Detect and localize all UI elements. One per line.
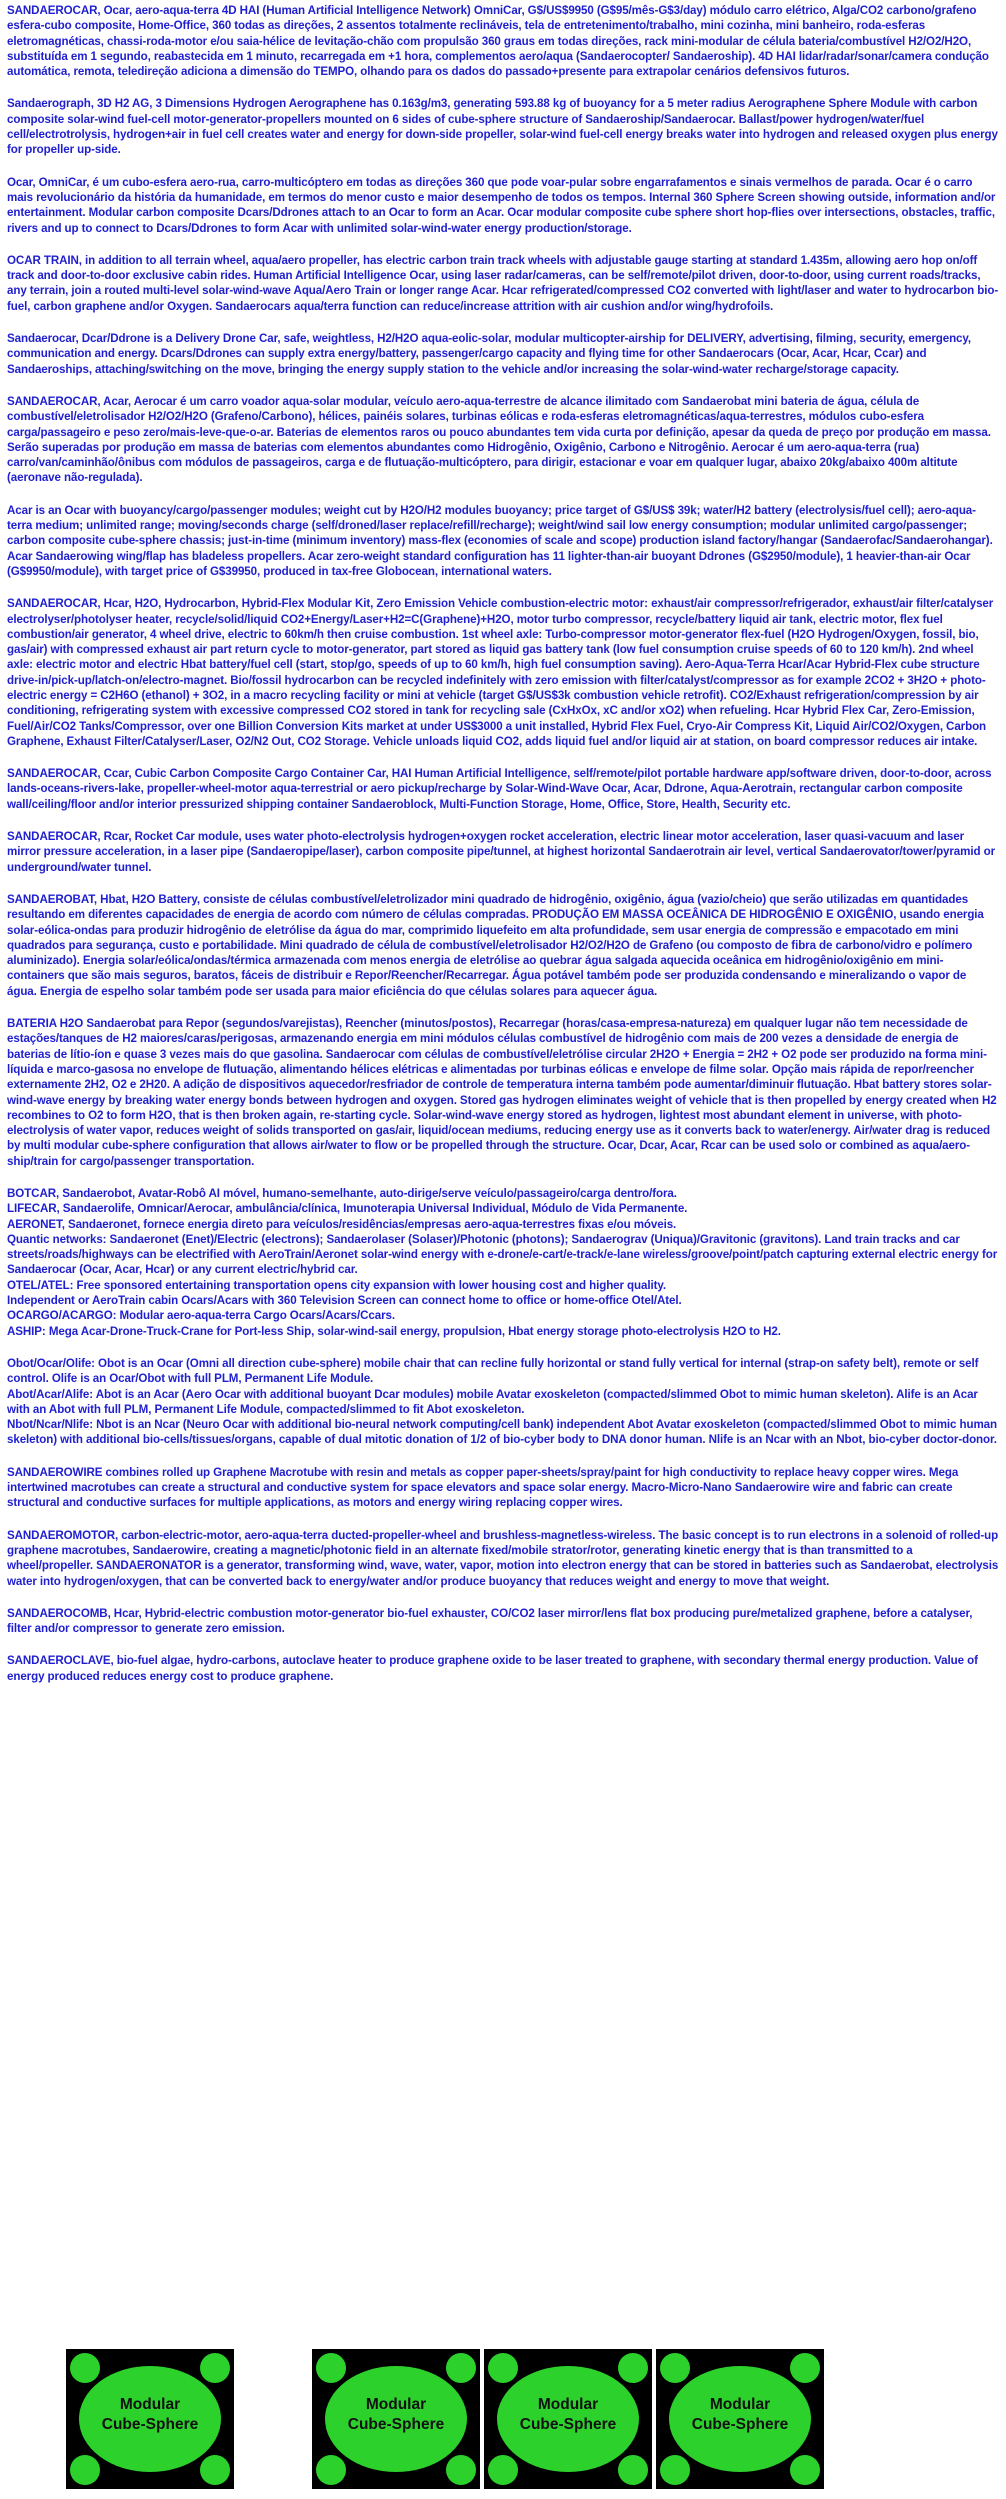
modular-cube-sphere-image xyxy=(656,2349,824,2489)
paragraph-rcar: SANDAEROCAR, Rcar, Rocket Car module, uses water photo-electrolysis hydrogen+oxygen rocket acceleration, electric linear motor acceleration, laser quasi-vacuum and laser mirror pressure acceleration, in a laser pipe (Sandaeropipe/laser), carbon composite pipe/tunnel, at highest horizontal Sandaerotrain air level, vertical Sandaerovator/tower/pyramid or underground/water tunnel. xyxy=(7,830,995,874)
paragraph-hcar: SANDAEROCAR, Hcar, H2O, Hydrocarbon, Hybrid-Flex Modular Kit, Zero Emission Vehicle combustion-electric motor: exhaust/air compressor/refrigerador, exhaust/air filter/catalyser electrolyser/photolyser heater, recycle/solid/liquid CO2+Energy/Laser+H2=C(Graphene)+H2O, motor turbo compressor, recycle/battery liquid air tank, electric motor, flex fuel combustion/air generator, 4 wheel drive, electric to 60km/h then cruise combustion. 1st wheel axle: Turbo-compressor motor-generator flex-fuel (H2O Hydrogen/Oxygen, fossil, bio, gas/air) with compressed exhaust air part return cycle to motor-generator, part stored as liquid gas battery tank (low fuel consumption cruise speeds of 60 to 120 km/h). 2nd wheel axle: electric motor and electric Hbat battery/fuel cell (start, stop/go, speeds of up to 60 km/h, high fuel consumption saving). Aero-Aqua-Terra Hcar/Acar Hybrid-Flex cube structure drive-in/pick-up/latch-on/electro-magnet. Bio/fossil hydrocarbon can be recycled indefinitely with zero emission with filter/catalyst/compressor as for example 2CO2 + 3H2O + photo-electric energy = C2H6O (ethanol) + 3O2, in a macro recycling facility or mini at vehicle (target G$/US$3k combustion vehicle retrofit). CO2/Exhaust refrigeration/compression by air conditioning, refrigerating system with excessive compressed CO2 stored in tank for recycling sale (CxHxOx, xC and/or xO2) when refueling. Hcar Hybrid Flex Car, Zero-Emission, Fuel/Air/CO2 Tanks/Compressor, over one Billion Conversion Kits market at under US$3000 a unit installed, Hybrid Flex Fuel, Cryo-Air Compress Kit, Liquid Air/CO2/Oxygen, Carbon Graphene, Exhaust Filter/Catalyser/Laser, O2/N2 Out, CO2 Storage. Vehicle unloads liquid CO2, adds liquid fuel and/or liquid air at station, on board compressor reduces air intake. xyxy=(7,597,994,748)
line-obot: Obot/Ocar/Olife: Obot is an Ocar (Omni all direction cube-sphere) mobile chair that can recline fully horizontal or stand fully vertical for internal (strap-on safety belt), remote or self control. Olife is an Ocar/Obot with full PLM, Permanent Life Module. xyxy=(7,1356,979,1386)
cube-label: Modular Cube-Sphere xyxy=(347,2396,445,2433)
corner-dot xyxy=(70,2353,100,2383)
modular-cube-sphere-image xyxy=(484,2349,652,2489)
line-aship: ASHIP: Mega Acar-Drone-Truck-Crane for Port-less Ship, solar-wind-sail energy, propulsion, Hbat energy storage photo-electrolysis H2O to H2. xyxy=(7,1324,781,1338)
corner-dot xyxy=(316,2353,346,2383)
paragraph-ocar-train: OCAR TRAIN, in addition to all terrain wheel, aqua/aero propeller, has electric carbon train track wheels with adjustable gauge starting at standard 1.435m, allowing aero hop on/off track and door-to-door exclusive cabin rides. Human Artificial Intelligence Ocar, using laser radar/cameras, can be self/remote/pilot driven, door-to-door, using current roads/tracks, any terrain, join a routed multi-level solar-wind-wave Aqua/Aero Train or longer range Acar. Hcar refrigerated/compressed CO2 converted with light/laser and water to hydrocarbon bio-fuel, carbon graphene and/or Oxygen. Sandaerocars aqua/terra function can reduce/increase attrition with air cushion and/or wing/hydrofoils. xyxy=(7,253,999,313)
corner-dot xyxy=(790,2455,820,2485)
line-aerotrain-cabin: Independent or AeroTrain cabin Ocars/Acars with 360 Television Screen can connect home to office or home-office Otel/Atel. xyxy=(7,1294,682,1308)
paragraph-dcar-ddrone: Sandaerocar, Dcar/Ddrone is a Delivery Drone Car, safe, weightless, H2/H2O aqua-eolic-solar, modular multicopter-airship for DELIVERY, advertising, filming, security, emergency, communication and energy. Dcars/Ddrones can supply extra energy/battery, passenger/cargo capacity and flying time for other Sandaerocars (Ocar, Acar, Hcar, Ccar) and Sandaeroships, attaching/switching on the move, bringing the energy supply station to the vehicle and/or increasing the solar-wind-water recharge/storage capacity. xyxy=(7,332,972,376)
corner-dot xyxy=(488,2455,518,2485)
corner-dot xyxy=(660,2455,690,2485)
line-botcar: BOTCAR, Sandaerobot, Avatar-Robô AI móvel, humano-semelhante, auto-dirige/serve veículo/passageiro/carga dentro/fora. xyxy=(7,1187,677,1200)
paragraph-sandaerobat: SANDAEROBAT, Hbat, H2O Battery, consiste de células combustível/eletrolizador mini quadrado de hidrogênio, oxigênio, água (vazio/cheio) que serão utilizadas em quantidades resultando em diferentes capacidades de energia de acordo com número de células compradas. PRODUÇÃO EM MASSA OCEÂNICA DE HIDROGÊNIO E OXIGÊNIO, usando energia solar-eólica-ondas para produzir hidrogênio de eletrólise da água do mar, comprimido liquefeito em alta profundidade, sem usar energia de compressão e empacotado em mini quadrados para segurança, custo e portabilidade. Mini quadrado de célula de combustível/eletrolisador H2/O2/H2O de Grafeno (ou composto de fibra de carbono/vidro e polímero aluminizado). Energia solar/eólica/ondas/térmica armazenada com menos energia de eletrólise ao quebrar água salgada aquecida oceânica em hidrogênio/oxigênio em mini-containers que são mais seguros, baratos, fáceis de distribuir e Repor/Reencher/Recarregar. Água potável também pode ser produzida condensando e mineralizando o vapor de água. Energia de espelho solar também pode ser usada para maior eficiência do que células solares para aquecer água. xyxy=(7,892,984,998)
cube-label: Modular Cube-Sphere xyxy=(519,2396,617,2433)
corner-dot xyxy=(446,2353,476,2383)
corner-dot xyxy=(660,2353,690,2383)
corner-dot xyxy=(200,2455,230,2485)
corner-dot xyxy=(618,2455,648,2485)
line-ocargo: OCARGO/ACARGO: Modular aero-aqua-terra Cargo Ocars/Acars/Ccars. xyxy=(7,1309,395,1323)
corner-dot xyxy=(488,2353,518,2383)
line-abot: Abot/Acar/Alife: Abot is an Acar (Aero Ocar with additional buoyant Dcar modules) mobile Avatar exoskeleton (compacted/slimmed Obot to mimic human skeleton). Alife is an Acar with an Abot with full PLM, Permanent Life Module, compacted/slimmed to fit Abot exoskeleton. xyxy=(7,1387,978,1416)
line-nbot: Nbot/Ncar/Nlife: Nbot is an Ncar (Neuro Ocar with additional bio-neural network computing/cell bank) independent Abot Avatar exoskeleton (compacted/slimmed Obot to mimic human skeleton) with additional bio-cells/tissues/organs, capable of dual mitotic donation of 1/2 of bio-cyber body to DNA donor human. Nlife is an Ncar with an Nbot, bio-cyber doctor-donor. xyxy=(7,1418,998,1447)
modular-cube-sphere-image xyxy=(66,2349,234,2489)
paragraph-sandaeromotor: SANDAEROMOTOR, carbon-electric-motor, aero-aqua-terra ducted-propeller-wheel and brushless-magnetless-wireless. The basic concept is to run electrons in a solenoid of rolled-up graphene macrotubes, Sandaerowire, creating a magnetic/photonic field in an alternate fixed/mobile strator/rotor, generating kinetic energy that is than transmitted to a wheel/propeller. SANDAERONATOR is a generator, transforming wind, wave, water, vapor, motion into electron energy that can be stored in batteries such as Sandaerobat, electrolysis water into hydrogen/oxygen, that can be converted back to energy/water and/or produce buoyancy that reduces weight and energy to move that weight. xyxy=(7,1528,999,1588)
paragraph-bateria-h2o: BATERIA H2O Sandaerobat para Repor (segundos/varejistas), Reencher (minutos/postos), Recarregar (horas/casa-empresa-natureza) em qualquer lugar não tem necessidade de estações/tanques de H2 maiores/caras/perigosas, armazenando energia em mini módulos células combustível de hidrogênio com mais de 200 vezes a densidade de energia de baterias de lítio-íon e quase 3 vezes mais do que gasolina. Sandaerocar com células de combustível/eletrólise circular 2H2O + Energia = 2H2 + O2 pode ser produzido na forma mini-líquida e marco-gasosa no envelope de flutuação, alimentando hélices elétricas e alimentadas por turbinas eólicas e envelope de filme solar. Opção mais rápida de repor/reencher externamente 2H2, O2 e 2H20. A adição de dispositivos aquecedor/resfriador de controle de temperatura interna também pode aumentar/diminuir flutuação. Hbat battery stores solar-wind-wave energy by breaking water energy bonds between hydrogen and oxygen. Stored gas hydrogen eliminates weight of vehicle that is then propelled by energy created when H2 recombines to O2 to form H2O, that is then broken again, re-starting cycle. Solar-wind-wave energy stored as hydrogen, lightest most abundant element in universe, with photo-electrolysis of water vapor, reduces weight of solids transported on gas/air, liquid/ocean mediums, reducing energy use as it converts back to water/energy. Air/water drag is reduced by multi modular cube-sphere configuration that allows air/water to flow or be propelled through the structure. Ocar, Dcar, Acar, Rcar can be used solo or combined as aqua/aero-ship/train for cargo/passenger transportation. xyxy=(7,1017,997,1168)
paragraph-sandaerocar-ocar: SANDAEROCAR, Ocar, aero-aqua-terra 4D HAI (Human Artificial Intelligence Network) OmniCar, G$/US$9950 (G$95/mês-G$3/day) módulo carro elétrico, Alga/CO2 carbono/grafeno esfera-cubo composite, Home-Office, 360 todas as direções, 2 assentos totalmente reclináveis, tela de entretenimento/trabalho, mini cozinha, mini banheiro, roda-esferas eletromagnéticas, chassi-roda-motor e/ou saia-hélice de levitação-chão com propulsão 360 graus em todas direções, rack mini-modular de célula bateria/combustível H2/O2/H2O, substituída em 1 segundo, reabastecida em 1 minuto, recarregada em +1 hora, complementos aero/aqua (Sandaerocopter/ Sandaeroship). 4D HAI lidar/radar/sonar/camera condução automática, remota, teledireção adiciona a dimensão do TEMPO, olhando para os dados do passado+presente para extrapolar cenários defensivos futuros. xyxy=(7,4,989,79)
line-lifecar: LIFECAR, Sandaerolife, Omnicar/Aerocar, ambulância/clínica, Imunoterapia Universal Individual, Módulo de Vida Permanente. xyxy=(7,1202,688,1216)
paragraph-group-botcar xyxy=(7,1186,999,1339)
cube-sphere-images xyxy=(66,2349,986,2489)
corner-dot xyxy=(618,2353,648,2383)
paragraph-ocar-omnicar: Ocar, OmniCar, é um cubo-esfera aero-rua, carro-multicóptero em todas as direções 360 que pode voar-pular sobre engarrafamentos e sinais vermelhos de parada. Ocar é o carro mais revolucionário da história da humanidade, em termos do menor custo e maior desempenho de todos os tempos. Internal 360 Sphere Screen showing outside, information and/or entertainment. Modular carbon composite Dcars/Ddrones attach to an Ocar to form an Acar. Ocar modular composite cube sphere short hop-flies over intersections, obstacles, traffic, rivers and up to connect to Dcars/Ddrones to form Acar with unlimited solar-wind-water energy production/storage. xyxy=(7,175,996,235)
corner-dot xyxy=(316,2455,346,2485)
line-aeronet: AERONET, Sandaeronet, fornece energia direto para veículos/residências/empresas aero-aqua-terrestres fixas e/ou móveis. xyxy=(7,1217,677,1231)
cube-label: Modular Cube-Sphere xyxy=(691,2396,789,2433)
cube-label: Modular Cube-Sphere xyxy=(101,2396,199,2433)
line-otel-atel: OTEL/ATEL: Free sponsored entertaining transportation opens city expansion with lower housing cost and higher quality. xyxy=(7,1278,666,1292)
corner-dot xyxy=(790,2353,820,2383)
corner-dot xyxy=(200,2353,230,2383)
paragraph-sandaerowire: SANDAEROWIRE combines rolled up Graphene Macrotube with resin and metals as copper paper-sheets/spray/paint for high conductivity to replace heavy copper wires. Mega intertwined macrotubes can create a structural and conductive system for space elevators and space solar energy. Macro-Micro-Nano Sandaerowire wire and fabric can create structural and conductive surfaces for multiple applications, as motors and energy wiring replacing copper wires. xyxy=(7,1465,959,1510)
corner-dot xyxy=(70,2455,100,2485)
paragraph-sandaerocomb: SANDAEROCOMB, Hcar, Hybrid-electric combustion motor-generator bio-fuel exhauster, CO/CO2 laser mirror/lens flat box producing pure/metalized graphene, before a catalyser, filter and/or compressor to generate zero emission. xyxy=(7,1606,973,1636)
paragraph-ccar: SANDAEROCAR, Ccar, Cubic Carbon Composite Cargo Container Car, HAI Human Artificial Intelligence, self/remote/pilot portable hardware app/software driven, door-to-door, across lands-oceans-rivers-lake, propeller-wheel-motor aqua-terrestrial or aero pickup/recharge by Solar-Wind-Wave Ocar, Acar, Ddrone, Aqua-Aerotrain, rectangular carbon composite wall/ceiling/floor and/or interior pressurized shipping container Sandaeroblock, Multi-Function Storage, Home, Office, Store, Health, Security etc. xyxy=(7,767,992,811)
paragraph-sandaerograph: Sandaerograph, 3D H2 AG, 3 Dimensions Hydrogen Aerographene has 0.163g/m3, generating 593.88 kg of buoyancy for a 5 meter radius Aerographene Sphere Module with carbon composite solar-wind fuel-cell motor-generator-propellers mounted on 6 sides of cube-sphere structure of Sandaeroship/Sandaerocar. Ballast/power hydrogen/water/fuel cell/electrotrolysis, hydrogen+air in fuel cell creates water and energy for down-side propeller, solar-wind fuel-cell energy breaks water into hydrogen and released oxygen plus energy for propeller up-side. xyxy=(7,97,998,157)
modular-cube-sphere-image xyxy=(312,2349,480,2489)
paragraph-group-obot xyxy=(7,1356,999,1448)
corner-dot xyxy=(446,2455,476,2485)
paragraph-acar-aerocar: SANDAEROCAR, Acar, Aerocar é um carro voador aqua-solar modular, veículo aero-aqua-terrestre de alcance ilimitado com Sandaerobat mini bateria de água, célula de combustível/eletrolisador H2/O2/H2O (Grafeno/Carbono), hélices, painéis solares, turbinas eólicas e roda-esferas eletromagnéticas/aqua-terrestres, módulos cubo-esfera carga/passageiro e peso zero/mais-leve-que-o-ar. Baterias de elementos raros ou pouco abundantes tem vida curta por definição, apesar da queda de preço por produção em massa. Serão superadas por produção em massa de baterias com elementos abundantes como Hidrogênio, Oxigênio, Carbono e Nitrogênio. Aerocar é um aero-aqua-terra (rua) carro/van/caminhão/ônibus com módulos de passageiros, carga e de flutuação-multicóptero, para dirigir, estacionar e voar em qualquer lugar, abaixo 20kg/abaixo 400m altitute (aeronave não-regulada). xyxy=(7,394,991,485)
paragraph-sandaeroclave: SANDAEROCLAVE, bio-fuel algae, hydro-carbons, autoclave heater to produce graphene oxide to be laser treated to graphene, with secondary thermal energy production. Value of energy produced reduces energy cost to produce graphene. xyxy=(7,1654,978,1683)
paragraph-acar-details: Acar is an Ocar with buoyancy/cargo/passenger modules; weight cut by H2O/H2 modules buoyancy; price target of G$/US$ 39k; water/H2 battery (electrolysis/fuel cell); aero-aqua-terra medium; unlimited range; moving/seconds charge (self/droned/laser replace/refill/recharge); weight/wind sail low energy consumption; modular unlimited cargo/passenger; carbon composite cube-sphere chassis; just-in-time (minimum inventory) mass-flex (economies of scale and scope) production island factory/hangar (Sandaerofac/Sandaerohangar). Acar Sandaerowing wing/flap has bladeless propellers. Acar zero-weight standard configuration has 11 lighter-than-air buoyant Ddrones (G$2950/module), 1 heavier-than-air Ocar (G$9950/module), with target price of G$39950, produced in tax-free Globocean, international waters. xyxy=(7,503,993,578)
line-quantic-networks: Quantic networks: Sandaeronet (Enet)/Electric (electrons); Sandaerolaser (Solaser)/Photonic (photons); Sandaerograv (Uniqua)/Gravitonic (gravitons). Land train tracks and car streets/roads/highways can be electrified with AeroTrain/Aeronet solar-wind energy with e-drone/e-cart/e-track/e-lane wireless/groove/point/patch capturing external electric energy for Sandaerocar (Ocar, Acar, Hcar) or any current electric/hybrid car. xyxy=(7,1232,998,1277)
